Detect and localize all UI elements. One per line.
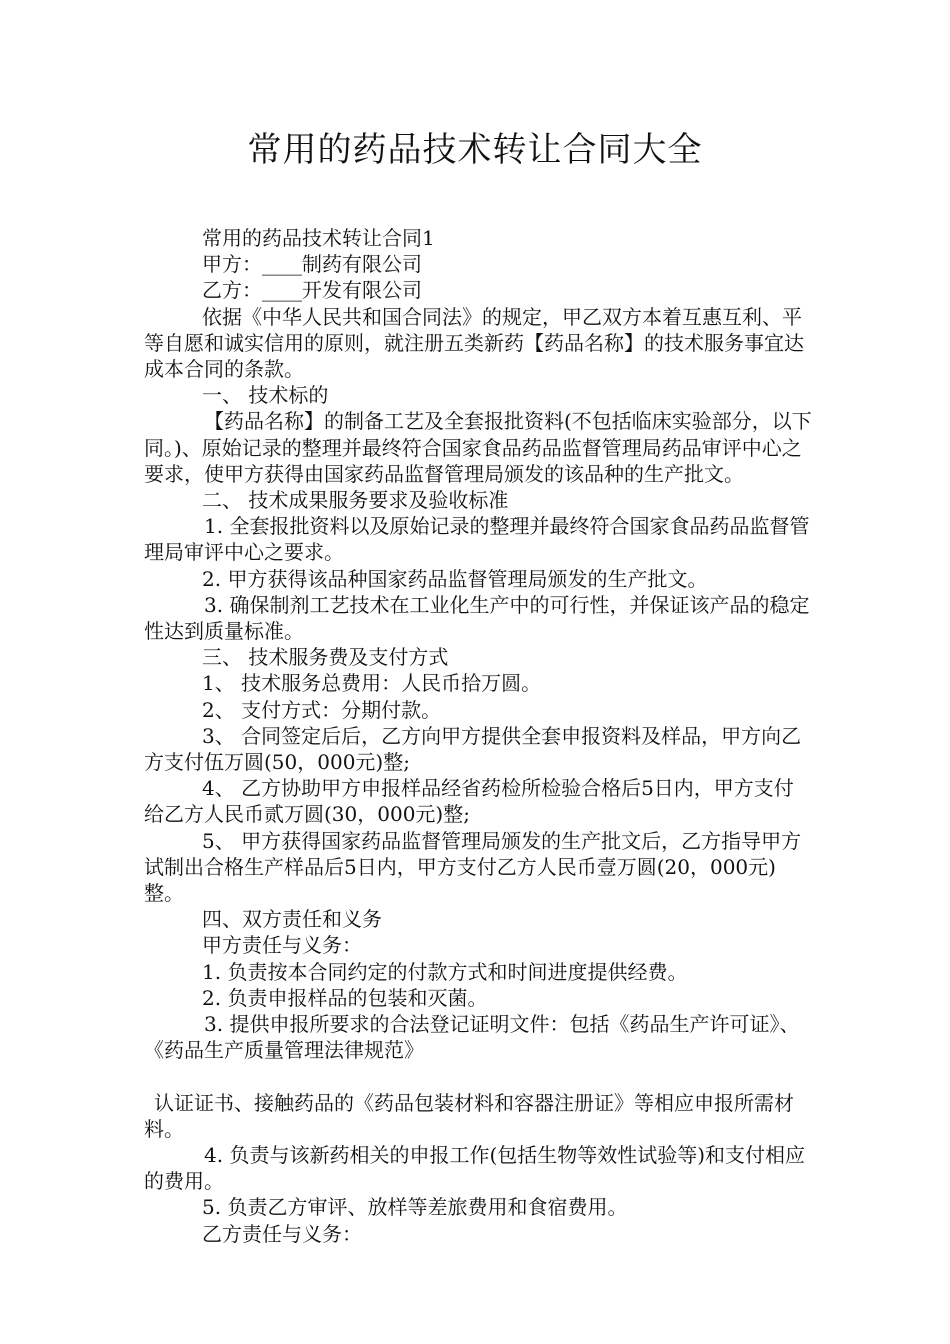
paragraph: 3、 合同签定后后，乙方向甲方提供全套申报资料及样品，甲方向乙方支付伍万圆(50，000元)整; [144,723,802,775]
document-body [144,225,812,1247]
paragraph: 四、双方责任和义务 [202,907,382,932]
blank-line [144,1064,812,1090]
paragraph: 【药品名称】的制备工艺及全套报批资料(不包括临床实验部分，以下同。)、原始记录的整理并最终符合国家食品药品监督管理局药品审评中心之要求，使甲方获得由国家药品监督管理局颁发的该品种的生产批文。 [144,409,812,486]
paragraph: 3. 提供申报所要求的合法登记证明文件：包括《药品生产许可证》、《药品生产质量管理法律规范》 [144,1012,800,1063]
paragraph: 乙方责任与义务： [202,1221,362,1246]
paragraph: 3. 确保制剂工艺技术在工业化生产中的可行性，并保证该产品的稳定性达到质量标准。 [144,592,810,644]
paragraph: 4. 负责与该新药相关的申报工作(包括生物等效性试验等)和支付相应的费用。 [144,1142,806,1194]
paragraph: 2. 甲方获得该品种国家药品监督管理局颁发的生产批文。 [202,566,708,591]
paragraph: 2、 支付方式：分期付款。 [202,697,442,722]
paragraph: 常用的药品技术转让合同1 [202,226,435,250]
paragraph: 一、 技术标的 [202,383,329,408]
paragraph: 1、 技术服务总费用：人民币拾万圆。 [202,671,542,696]
paragraph: 2. 负责申报样品的包装和灭菌。 [202,985,488,1010]
paragraph: 5、 甲方获得国家药品监督管理局颁发的生产批文后，乙方指导甲方试制出合格生产样品后5日内，甲方支付乙方人民币壹万圆(20，000元)整。 [144,828,802,906]
paragraph: 5. 负责乙方审评、放样等差旅费用和食宿费用。 [202,1195,628,1220]
paragraph: 认证证书、接触药品的《药品包装材料和容器注册证》等相应申报所需材料。 [144,1090,794,1141]
paragraph: 4、 乙方协助甲方申报样品经省药检所检验合格后5日内，甲方支付给乙方人民币贰万圆(30，000元)整; [144,776,794,827]
document-title: 常用的药品技术转让合同大全 [247,130,703,170]
paragraph: 乙方：____开发有限公司 [202,278,422,303]
paragraph: 二、 技术成果服务要求及验收标准 [202,488,509,513]
paragraph: 三、 技术服务费及支付方式 [202,645,449,670]
paragraph: 甲方责任与义务： [202,933,362,958]
paragraph: 1. 负责按本合同约定的付款方式和时间进度提供经费。 [202,959,688,984]
paragraph: 依据《中华人民共和国合同法》的规定，甲乙双方本着互惠互利、平等自愿和诚实信用的原则，就注册五类新药【药品名称】的技术服务事宜达成本合同的条款。 [144,304,804,382]
paragraph: 甲方：____制药有限公司 [202,252,422,277]
paragraph: 1. 全套报批资料以及原始记录的整理并最终符合国家食品药品监督管理局审评中心之要求。 [144,514,810,565]
